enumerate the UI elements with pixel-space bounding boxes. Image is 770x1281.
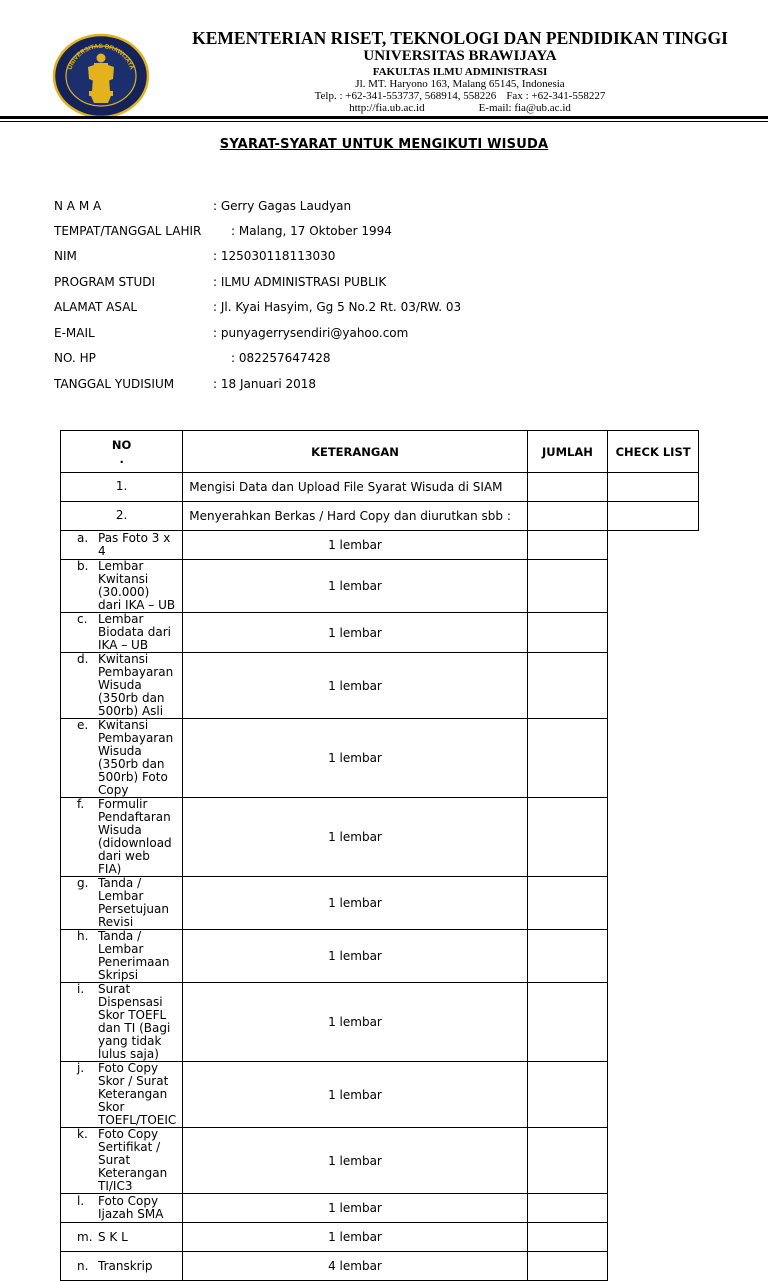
field-label: E-MAIL (54, 326, 95, 340)
item-letter: l. (77, 1194, 85, 1208)
website-text: http://fia.ub.ac.id (349, 102, 425, 114)
checklist-cell[interactable] (527, 560, 608, 613)
item-text: Tanda / Lembar Penerimaan Skripsi (98, 929, 170, 982)
checklist-cell[interactable] (527, 1194, 608, 1223)
item-quantity: 4 lembar (183, 1252, 527, 1281)
field-value: : 18 Januari 2018 (213, 377, 317, 391)
row-description: Mengisi Data dan Upload File Syarat Wisuda di SIAM (183, 473, 527, 502)
item-letter: d. (77, 652, 89, 666)
item-text: Foto Copy Skor / Surat Keterangan Skor TOEFL/TOEIC (98, 1061, 177, 1127)
item-text: Tanda / Lembar Persetujuan Revisi (98, 876, 169, 929)
table-row (61, 1252, 699, 1281)
item-description (61, 798, 183, 877)
checklist-cell[interactable] (527, 531, 608, 560)
field-value: : Jl. Kyai Hasyim, Gg 5 No.2 Rt. 03/RW. 03 (213, 300, 462, 314)
item-description (61, 613, 183, 653)
field-value: : 125030118113030 (213, 249, 336, 263)
field-label: ALAMAT ASAL (54, 300, 138, 314)
svg-text:UNIVERSITAS BRAWIJAYA: UNIVERSITAS BRAWIJAYA (66, 42, 136, 71)
university-logo (52, 33, 150, 119)
row-quantity (527, 502, 608, 531)
item-text: Lembar Kwitansi (30.000) dari IKA – UB (98, 559, 176, 612)
checklist-cell[interactable] (527, 1223, 608, 1252)
field-value: : punyagerrysendiri@yahoo.com (213, 326, 409, 340)
item-text: Transkrip (98, 1258, 153, 1273)
item-letter: g. (77, 876, 89, 890)
checklist-cell[interactable] (527, 719, 608, 798)
item-text: S K L (98, 1229, 128, 1244)
checklist-cell[interactable] (527, 613, 608, 653)
item-letter: a. (77, 531, 89, 545)
item-description (61, 531, 183, 560)
item-description (61, 1128, 183, 1194)
row-number: 2. (61, 502, 183, 531)
checklist-cell[interactable] (527, 983, 608, 1062)
field-value: : Malang, 17 Oktober 1994 (231, 224, 392, 238)
item-quantity: 1 lembar (183, 613, 527, 653)
table-header-row (61, 431, 699, 473)
ministry-name: KEMENTERIAN RISET, TEKNOLOGI DAN PENDIDIKAN TINGGI (192, 28, 728, 48)
header-checklist: CHECK LIST (608, 431, 699, 473)
requirements-table (60, 430, 699, 1281)
item-letter: j. (77, 1061, 85, 1075)
item-quantity: 1 lembar (183, 983, 527, 1062)
item-quantity: 1 lembar (183, 1194, 527, 1223)
item-description (61, 1223, 183, 1252)
field-value: : Gerry Gagas Laudyan (213, 199, 352, 213)
item-description (61, 1062, 183, 1128)
item-letter: n. (77, 1258, 89, 1273)
field-label: NIM (54, 249, 77, 263)
item-text: Lembar Biodata dari IKA – UB (98, 612, 171, 652)
table-row (61, 653, 699, 719)
contact-line (150, 90, 770, 102)
table-row (61, 613, 699, 653)
fax-text: Fax : +62-341-558227 (506, 90, 606, 102)
item-description (61, 719, 183, 798)
table-row (61, 1062, 699, 1128)
item-letter: b. (77, 559, 89, 573)
table-row (61, 531, 699, 560)
item-quantity: 1 lembar (183, 1223, 527, 1252)
email-text: E-mail: fia@ub.ac.id (478, 102, 571, 114)
checklist-cell[interactable] (527, 1062, 608, 1128)
table-row (61, 1194, 699, 1223)
item-description (61, 1194, 183, 1223)
item-text: Foto Copy Ijazah SMA (98, 1194, 164, 1221)
table-row (61, 560, 699, 613)
faculty-name: FAKULTAS ILMU ADMINISTRASI (372, 66, 548, 78)
item-letter: c. (77, 612, 88, 626)
item-letter: h. (77, 929, 89, 943)
table-row (61, 1223, 699, 1252)
item-quantity: 1 lembar (183, 560, 527, 613)
row-number: 1. (61, 473, 183, 502)
row-quantity (527, 473, 608, 502)
item-quantity: 1 lembar (183, 877, 527, 930)
checklist-cell[interactable] (527, 798, 608, 877)
checklist-cell[interactable] (608, 473, 699, 502)
table-row (61, 798, 699, 877)
field-value: : ILMU ADMINISTRASI PUBLIK (213, 275, 387, 289)
item-letter: i. (77, 982, 85, 996)
checklist-cell[interactable] (527, 653, 608, 719)
field-label: TEMPAT/TANGGAL LAHIR (54, 224, 202, 238)
letterhead-rule (0, 116, 768, 119)
item-text: Kwitansi Pembayaran Wisuda (350rb dan 500rb) Foto Copy (98, 718, 174, 797)
header-keterangan: KETERANGAN (183, 431, 527, 473)
university-name: UNIVERSITAS BRAWIJAYA (363, 48, 557, 64)
item-text: Pas Foto 3 x 4 (98, 531, 171, 558)
item-letter: f. (77, 797, 85, 811)
field-label: TANGGAL YUDISIUM (54, 377, 175, 391)
faculty-address: Jl. MT. Haryono 163, Malang 65145, Indonesia (355, 78, 565, 90)
item-description (61, 560, 183, 613)
table-row (61, 1128, 699, 1194)
item-quantity: 1 lembar (183, 930, 527, 983)
table-row (61, 983, 699, 1062)
table-row (61, 930, 699, 983)
table-row (61, 502, 699, 531)
item-quantity: 1 lembar (183, 798, 527, 877)
field-label: PROGRAM STUDI (54, 275, 156, 289)
field-value: : 082257647428 (231, 351, 331, 365)
item-description (61, 877, 183, 930)
table-row (61, 877, 699, 930)
item-letter: k. (77, 1127, 88, 1141)
item-text: Formulir Pendaftaran Wisuda (didownload dari web FIA) (98, 797, 172, 876)
item-quantity: 1 lembar (183, 1062, 527, 1128)
letterhead-rule-thin (0, 121, 768, 122)
checklist-cell[interactable] (527, 1252, 608, 1281)
phone-text: Telp. : +62-341-553737, 568914, 558226 (314, 90, 497, 102)
header-jumlah: JUMLAH (527, 431, 608, 473)
table-row (61, 719, 699, 798)
item-quantity: 1 lembar (183, 531, 527, 560)
checklist-cell[interactable] (527, 877, 608, 930)
item-quantity: 1 lembar (183, 719, 527, 798)
item-description (61, 1252, 183, 1281)
item-description (61, 653, 183, 719)
document-title: SYARAT-SYARAT UNTUK MENGIKUTI WISUDA (219, 137, 549, 152)
checklist-cell[interactable] (527, 930, 608, 983)
header-no: NO . (61, 431, 183, 473)
item-quantity: 1 lembar (183, 1128, 527, 1194)
field-label: N A M A (54, 199, 102, 213)
item-description (61, 930, 183, 983)
item-letter: e. (77, 718, 89, 732)
field-label: NO. HP (54, 351, 96, 365)
table-row (61, 473, 699, 502)
row-description: Menyerahkan Berkas / Hard Copy dan diurutkan sbb : (183, 502, 527, 531)
item-text: Surat Dispensasi Skor TOEFL dan TI (Bagi yang tidak lulus saja) (98, 982, 171, 1061)
item-text: Foto Copy Sertifikat / Surat Keterangan TI/IC3 (98, 1127, 168, 1193)
item-letter: m. (77, 1229, 93, 1244)
checklist-cell[interactable] (608, 502, 699, 531)
checklist-cell[interactable] (527, 1128, 608, 1194)
item-quantity: 1 lembar (183, 653, 527, 719)
item-description (61, 983, 183, 1062)
item-text: Kwitansi Pembayaran Wisuda (350rb dan 500rb) Asli (98, 652, 174, 718)
web-line (150, 102, 770, 114)
